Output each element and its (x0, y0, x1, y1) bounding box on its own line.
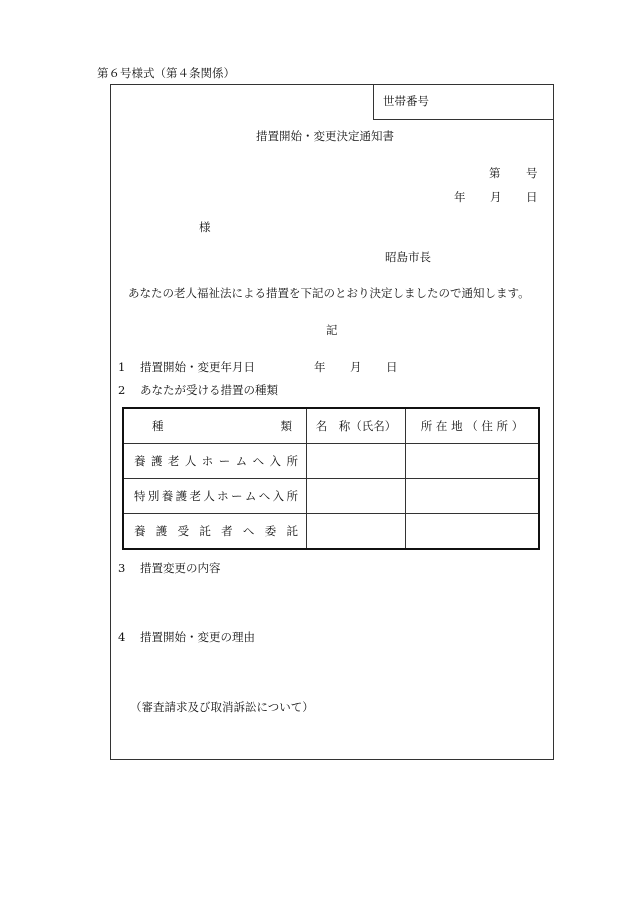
item2-number: 2 (118, 383, 126, 397)
row-address-cell (406, 444, 540, 479)
row-name-cell (307, 444, 406, 479)
item1-day: 日 (386, 360, 398, 374)
number-go: 号 (526, 166, 538, 180)
table-header-row (123, 408, 539, 444)
item2-label: あなたが受ける措置の種類 (140, 383, 278, 397)
item3-label: 措置変更の内容 (140, 561, 221, 575)
form-number-label: 第６号様式（第４条関係） (97, 66, 235, 80)
measures-table (122, 407, 540, 550)
header-address: 所 在 地 （ 住 所 ） (406, 408, 540, 444)
recipient-suffix: 様 (199, 220, 211, 234)
row-kind: 特別養護老人ホームへ入所 (123, 479, 307, 514)
item1-number: 1 (118, 360, 126, 374)
item1-year: 年 (314, 360, 326, 374)
date-day: 日 (526, 190, 538, 204)
household-number-label: 世帯番号 (383, 94, 429, 108)
item1-label: 措置開始・変更年月日 (140, 360, 255, 374)
row-name-cell (307, 514, 406, 550)
item3-number: 3 (118, 561, 126, 575)
document-title: 措置開始・変更決定通知書 (256, 129, 394, 143)
ki-heading: 記 (326, 323, 338, 337)
row-kind: 養護受託者へ委託 (123, 514, 307, 550)
table-row (123, 514, 539, 550)
table-row (123, 444, 539, 479)
item1-month: 月 (350, 360, 362, 374)
row-name-cell (307, 479, 406, 514)
date-year: 年 (454, 190, 466, 204)
row-address-cell (406, 479, 540, 514)
header-name: 名 称（氏名） (307, 408, 406, 444)
table-row (123, 479, 539, 514)
number-dai: 第 (489, 166, 501, 180)
row-address-cell (406, 514, 540, 550)
item4-number: 4 (118, 630, 126, 644)
date-month: 月 (490, 190, 502, 204)
issuer: 昭島市長 (385, 250, 431, 264)
header-kind: 種 類 (123, 408, 307, 444)
body-text: あなたの老人福祉法による措置を下記のとおり決定しましたので通知します。 (128, 286, 530, 300)
row-kind: 養護老人ホームへ入所 (123, 444, 307, 479)
appeal-note: （審査請求及び取消訴訟について） (130, 700, 314, 714)
item4-label: 措置開始・変更の理由 (140, 630, 255, 644)
